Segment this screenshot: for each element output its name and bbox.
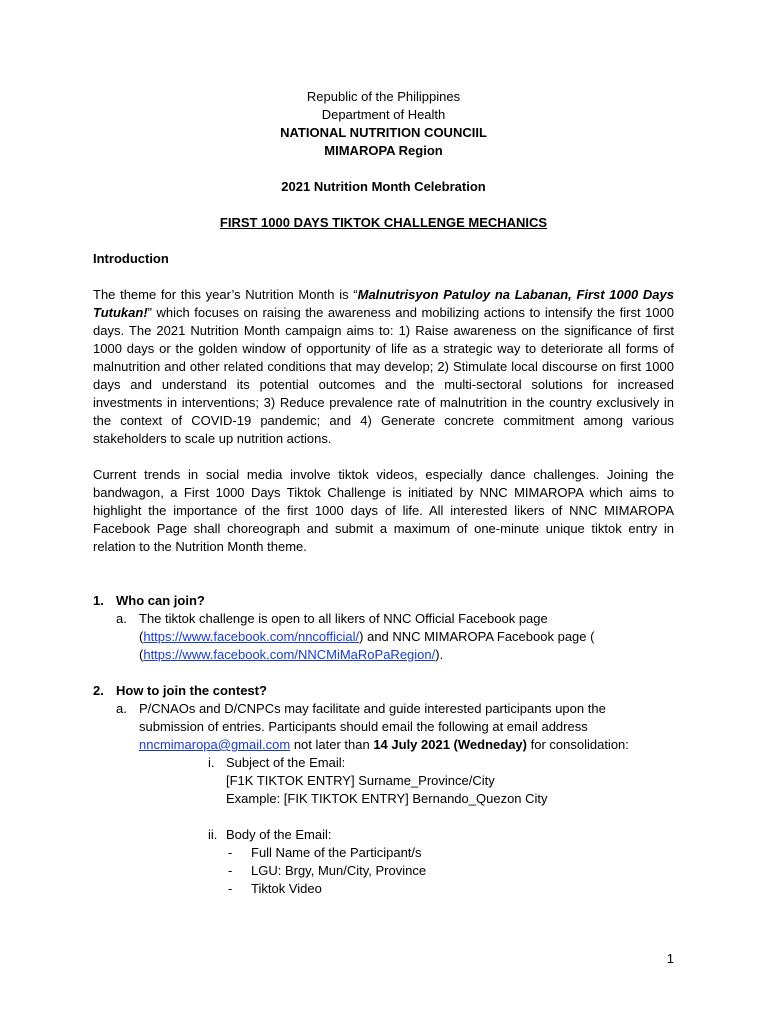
- header-region: MIMAROPA Region: [324, 143, 443, 158]
- theme-text: Malnutrisyon Patuloy na Labanan, First 1000 Days Tutukan!: [93, 287, 674, 320]
- list-item: - Full Name of the Participant/s: [228, 845, 422, 860]
- section-heading: Who can join?: [116, 593, 205, 608]
- letterhead: [93, 88, 674, 232]
- roman-number: ii.: [208, 827, 218, 842]
- intro-paragraph-1: [93, 286, 674, 448]
- sub-letter: a.: [116, 701, 127, 716]
- sub-letter: a.: [116, 611, 127, 626]
- document-title: FIRST 1000 DAYS TIKTOK CHALLENGE MECHANICS: [219, 215, 548, 230]
- section-number: 1.: [93, 593, 104, 608]
- email-subject-example: Example: [FIK TIKTOK ENTRY] Bernando_Quezon City: [226, 791, 548, 806]
- page-number: 1: [666, 951, 674, 966]
- intro-text-before: The theme for this year’s Nutrition Month is “: [93, 287, 358, 302]
- eligibility-text: The tiktok challenge is open to all likers of NNC Official Facebook page (https://www.facebook.com/nncofficial/) and NNC MIMAROPA Facebook page ( (https://www.facebook.com/NNCMiMaRoPaRegion/).: [139, 611, 595, 662]
- section-number: 2.: [93, 683, 104, 698]
- nnc-official-link[interactable]: https://www.facebook.com/nncofficial/: [143, 629, 360, 644]
- roman-item-i: [93, 754, 674, 808]
- intro-paragraph-2: Current trends in social media involve tiktok videos, especially dance challenges. Joining the bandwagon, a First 1000 Days Tiktok Challenge is initiated by NNC MIMAROPA which aims to highlight the importance of the first 1000 days of life. All interested likers of NNC MIMAROPA Facebook Page shall choreograph and submit a maximum of one-minute unique tiktok entry in relation to the Nutrition Month theme.: [93, 467, 674, 554]
- deadline: 14 July 2021 (Wedneday): [373, 737, 527, 752]
- list-item: - LGU: Brgy, Mun/City, Province: [228, 863, 427, 878]
- email-subject-format: [F1K TIKTOK ENTRY] Surname_Province/City: [226, 773, 495, 788]
- intro-text-after: ” which focuses on raising the awareness and mobilizing actions to intensify the first 1000 days. The 2021 Nutrition Month campaign aims to: 1) Raise awareness on the significance of first 1000 days or the golden window of opportunity of life as a strategic way to deteriorate all forms of malnutrition and other related conditions that may develop; 2) Stimulate local discourse on first 1000 days and understand its potential outcomes and the multi-sectoral solutions for increased investments in interventions; 3) Reduce prevalence rate of malnutrition in the country exclusively in the context of COVID-19 pandemic; and 4) Generate concrete commitment among various stakeholders to scale up nutrition actions.: [93, 305, 674, 446]
- section-heading: How to join the contest?: [116, 683, 267, 698]
- email-body-heading: Body of the Email:: [226, 827, 332, 842]
- intro-heading: Introduction: [93, 251, 169, 266]
- email-subject-heading: Subject of the Email:: [226, 755, 346, 770]
- header-country: Republic of the Philippines: [306, 89, 461, 104]
- sub-item-a: [93, 700, 674, 754]
- submission-text: P/CNAOs and D/CNPCs may facilitate and guide interested participants upon the submission of entries. Participants should email the following at email address nncmimaropa@gmail.com not later than 14 July 2021 (Wedneday) for consolidation:: [139, 701, 629, 752]
- email-body-list: [93, 844, 674, 898]
- roman-number: i.: [208, 755, 215, 770]
- celebration-title: 2021 Nutrition Month Celebration: [281, 179, 486, 194]
- section-how-to-join: [93, 682, 674, 700]
- list-item: - Tiktok Video: [228, 881, 322, 896]
- email-link[interactable]: nncmimaropa@gmail.com: [139, 737, 291, 752]
- sub-item-a: [93, 610, 674, 664]
- roman-item-ii: [93, 826, 674, 844]
- header-department: Department of Health: [321, 107, 446, 122]
- section-who-can-join: [93, 592, 674, 610]
- header-council: NATIONAL NUTRITION COUNCIIL: [280, 125, 487, 140]
- nnc-mimaropa-link[interactable]: https://www.facebook.com/NNCMiMaRoPaRegion/: [143, 647, 436, 662]
